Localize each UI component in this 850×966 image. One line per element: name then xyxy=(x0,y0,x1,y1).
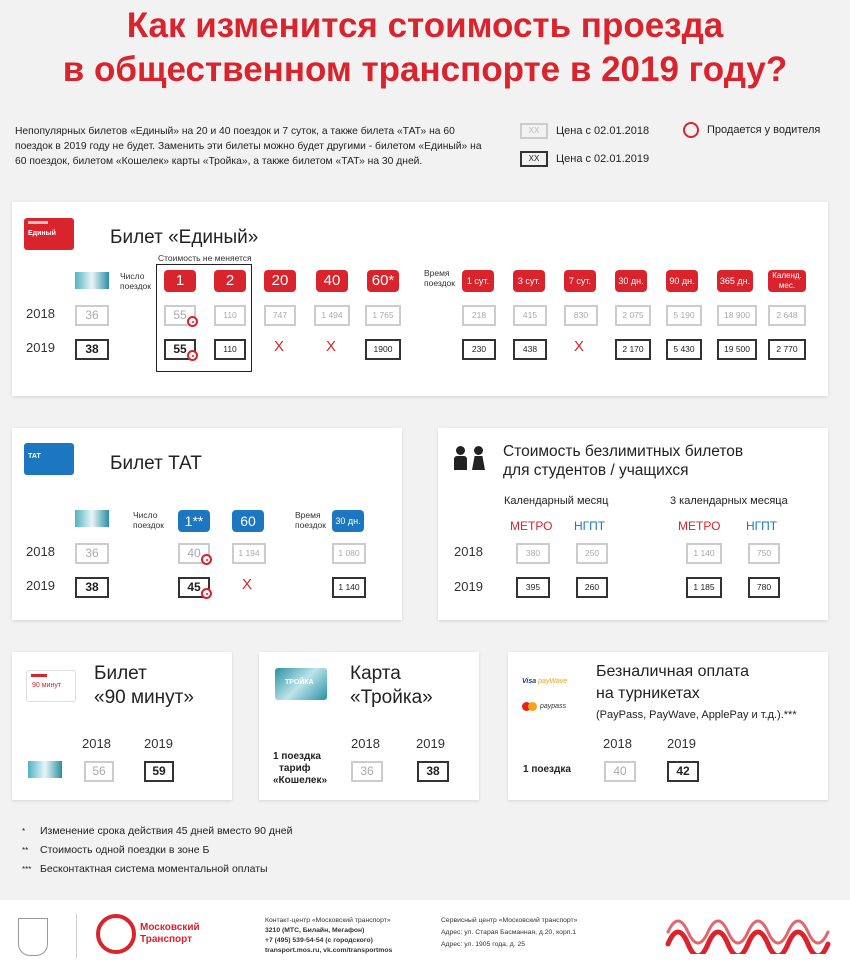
time-30: 30 дн. xyxy=(332,510,364,532)
trips-1: 1** xyxy=(178,510,210,532)
price-2018: 36 xyxy=(75,305,109,326)
price-2018: 36 xyxy=(351,761,383,782)
legend-driver: Продается у водителя xyxy=(683,122,820,138)
price-2019: 1900 xyxy=(365,339,401,360)
steering-wheel-icon xyxy=(187,316,198,327)
time-30: 30 дн. xyxy=(615,270,647,292)
months3-label: 3 календарных месяца xyxy=(670,495,788,507)
m90-panel xyxy=(12,652,232,800)
cashless-panel xyxy=(508,652,828,800)
students-panel xyxy=(438,428,828,620)
logo-text: Московский Транспорт xyxy=(140,922,200,945)
time-1: 1 сут. xyxy=(462,270,494,292)
price-2018: 1 194 xyxy=(232,543,266,564)
price-2019: 38 xyxy=(75,339,109,360)
year-2018: 2018 xyxy=(26,306,55,321)
price-2019: 38 xyxy=(75,577,109,598)
tat-time-label: Время поездок xyxy=(295,510,326,530)
edinyi-trips-label: Число поездок xyxy=(120,271,151,291)
edinyi-card-icon: Единый xyxy=(24,218,74,250)
cashless-row-label: 1 поездка xyxy=(523,764,571,775)
service-center: Сервисный центр «Московский транспорт» Адрес: ул. Старая Басманная, д.20, корп.1 Адрес: ул. 1905 года, д. 25 xyxy=(441,917,578,948)
intro-text: Непопулярных билетов «Единый» на 20 и 40 поездок и 7 суток, а также билета «ТАТ» на 60 поездок в 2019 году не будет. Заменить эти билеты можно будет другими - билетом «Единый» на 60 поездок, билетом «Кошелек» карты «Тройка», а также билетом «ТАТ» на 30 дней. xyxy=(15,126,482,167)
edinyi-time-label: Время поездок xyxy=(424,268,455,288)
price-2018: 830 xyxy=(564,305,598,326)
price-2019: 2 770 xyxy=(768,339,806,360)
troika-card-icon xyxy=(28,761,62,778)
trips-1: 1 xyxy=(164,270,196,292)
students-icon xyxy=(452,444,492,478)
trips-40: 40 xyxy=(316,270,348,292)
divider xyxy=(76,914,77,958)
price-2019: 110 xyxy=(214,339,246,360)
time-90: 90 дн. xyxy=(666,270,698,292)
students-title-1: Стоимость безлимитных билетов xyxy=(503,443,744,460)
m90-title-1: Билет xyxy=(94,663,147,684)
edinyi-title: Билет «Единый» xyxy=(110,227,259,248)
footnotes xyxy=(22,822,293,879)
price-2019: 780 xyxy=(748,577,780,598)
price-2018: 1 080 xyxy=(332,543,366,564)
steering-wheel-icon xyxy=(201,554,212,565)
year-2019: 2019 xyxy=(26,578,55,593)
legend-new-sample: XX xyxy=(520,151,548,167)
year-2019: 2019 xyxy=(144,736,173,751)
students-title-2: для студентов / учащихся xyxy=(503,462,689,479)
steering-wheel-icon xyxy=(683,122,699,138)
ngpt-label: НГПТ xyxy=(746,519,778,533)
price-2019: 1 140 xyxy=(332,577,366,598)
tat-trips-label: Число поездок xyxy=(133,510,164,530)
discontinued-mark: X xyxy=(242,576,253,593)
month-label: Календарный месяц xyxy=(504,495,609,507)
moscow-coat-of-arms-icon xyxy=(18,918,48,956)
ngpt-label: НГПТ xyxy=(574,519,606,533)
time-365: 365 дн. xyxy=(717,270,753,292)
price-2018: 18 900 xyxy=(717,305,757,326)
price-2019: 2 170 xyxy=(615,339,651,360)
price-2018: 1 494 xyxy=(314,305,350,326)
price-2019: 38 xyxy=(417,761,449,782)
troika-card-icon: ТРОЙКА xyxy=(275,668,327,700)
price-2019: 230 xyxy=(462,339,496,360)
footer xyxy=(0,900,850,966)
time-calendar: Календ. мес. xyxy=(768,270,806,292)
time-7: 7 сут. xyxy=(564,270,596,292)
tat-title: Билет ТАТ xyxy=(110,453,202,474)
contact-center: Контакт-центр «Московский транспорт» 3210 (МТС, Билайн, Мегафон) +7 (495) 539-54-54 (с городского) transport.mos.ru, vk.com/transportmos xyxy=(265,917,393,954)
troika-title-2: «Тройка» xyxy=(350,687,433,708)
year-2019: 2019 xyxy=(26,340,55,355)
price-2018: 5 190 xyxy=(666,305,702,326)
price-2019: 1 185 xyxy=(686,577,722,598)
price-2018: 2 075 xyxy=(615,305,651,326)
price-2019: 59 xyxy=(144,761,174,782)
year-2018: 2018 xyxy=(603,736,632,751)
footnote: *** Бесконтактная система моментальной оплаты xyxy=(22,863,268,875)
price-2019: 438 xyxy=(513,339,547,360)
cashless-subtitle: (PayPass, PayWave, ApplePay и т.д.).*** xyxy=(596,709,797,721)
legend-new: XX Цена с 02.01.2019 xyxy=(520,151,649,167)
price-2018: 250 xyxy=(576,543,608,564)
troika-card-icon xyxy=(75,510,109,527)
price-2019: 260 xyxy=(576,577,608,598)
price-2018: 218 xyxy=(462,305,496,326)
price-2018: 747 xyxy=(264,305,296,326)
cashless-title-2: на турникетах xyxy=(596,685,700,702)
price-2019: 5 430 xyxy=(666,339,702,360)
paypass-logo: paypass xyxy=(522,702,566,711)
year-2019: 2019 xyxy=(416,736,445,751)
price-2018: 1 140 xyxy=(686,543,722,564)
footnote: * Изменение срока действия 45 дней вместо 90 дней xyxy=(22,825,293,837)
moscow-transport-logo-icon xyxy=(96,914,136,954)
troika-title-1: Карта xyxy=(350,663,401,684)
footnote: ** Стоимость одной поездки в зоне Б xyxy=(22,844,210,856)
price-2018: 36 xyxy=(75,543,109,564)
year-2018: 2018 xyxy=(454,544,483,559)
price-2019: 395 xyxy=(516,577,550,598)
steering-wheel-icon xyxy=(201,588,212,599)
price-2018: 56 xyxy=(84,761,114,782)
year-2018: 2018 xyxy=(26,544,55,559)
price-2019: 19 500 xyxy=(717,339,757,360)
time-3: 3 сут. xyxy=(513,270,545,292)
discontinued-mark: X xyxy=(326,338,337,355)
price-2018: 40 xyxy=(178,543,210,564)
legend-old-sample: XX xyxy=(520,123,548,139)
trips-20: 20 xyxy=(264,270,296,292)
price-2018: 110 xyxy=(214,305,246,326)
price-2019: 45 xyxy=(178,577,210,598)
tat-card-icon: ТАТ xyxy=(24,443,74,475)
troika-row-label: 1 поездка тариф «Кошелек» xyxy=(273,751,328,786)
price-2019: 55 xyxy=(164,339,196,360)
troika-card-icon xyxy=(75,272,109,289)
price-2018: 55 xyxy=(164,305,196,326)
price-2018: 2 648 xyxy=(768,305,806,326)
edinyi-panel xyxy=(12,202,828,396)
trips-2: 2 xyxy=(214,270,246,292)
paywave-logo: Visa payWave xyxy=(522,678,568,685)
year-2019: 2019 xyxy=(454,579,483,594)
decorative-wave-pattern xyxy=(664,914,834,954)
price-2018: 1 765 xyxy=(365,305,401,326)
price-2018: 40 xyxy=(604,761,636,782)
price-2018: 380 xyxy=(516,543,550,564)
discontinued-mark: X xyxy=(574,338,585,355)
year-2019: 2019 xyxy=(667,736,696,751)
discontinued-mark: X xyxy=(274,338,285,355)
m90-card-icon: 90 минут xyxy=(26,670,76,702)
unchanged-label: Стоимость не меняется xyxy=(158,253,252,263)
page-title: Как изменится стоимость проезда в общественном транспорте в 2019 году? xyxy=(62,6,788,89)
price-2018: 415 xyxy=(513,305,547,326)
metro-label: МЕТРО xyxy=(510,519,553,533)
metro-label: МЕТРО xyxy=(678,519,721,533)
legend-old: XX Цена с 02.01.2018 xyxy=(520,123,649,139)
year-2018: 2018 xyxy=(82,736,111,751)
cashless-title-1: Безналичная оплата xyxy=(596,663,750,680)
troika-panel xyxy=(259,652,479,800)
price-2018: 750 xyxy=(748,543,780,564)
m90-title-2: «90 минут» xyxy=(94,687,194,708)
trips-60: 60 xyxy=(232,510,264,532)
tat-panel xyxy=(12,428,402,620)
price-2019: 42 xyxy=(667,761,699,782)
trips-60: 60* xyxy=(367,270,399,292)
steering-wheel-icon xyxy=(187,350,198,361)
year-2018: 2018 xyxy=(351,736,380,751)
